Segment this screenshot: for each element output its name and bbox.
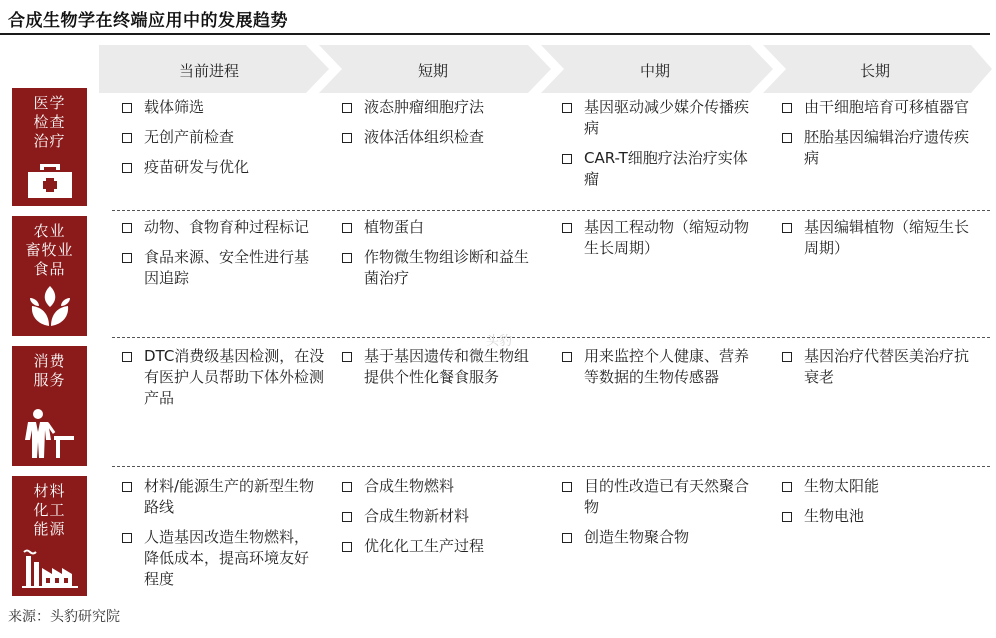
checkbox-icon [562,482,572,492]
checkbox-icon [122,103,132,113]
cell-materials-mid [560,476,760,557]
category-medical [12,88,87,206]
cell-consumer-current [120,346,325,418]
checkbox-icon [562,533,572,543]
list-item: 用来监控个人健康、营养等数据的生物传感器 [560,346,760,388]
plant-sprout-icon [28,284,72,328]
category-label: 材料 化工 能源 [33,482,66,538]
list-item: CAR-T细胞疗法治疗实体瘤 [560,148,760,190]
watermark: 头豹 [486,334,513,349]
cell-materials-long [780,476,980,536]
title-rule [0,33,990,35]
cell-medical-short [340,97,545,157]
checkbox-icon [342,223,352,233]
medical-kit-icon [26,164,74,198]
list-item: 由干细胞培育可移植器官 [780,97,980,118]
list-item: 目的性改造已有天然聚合物 [560,476,760,518]
category-agriculture [12,216,87,336]
list-item: 人造基因改造生物燃料，降低成本，提高环境友好程度 [120,527,322,590]
page-title: 合成生物学在终端应用中的发展趋势 [8,11,288,31]
checkbox-icon [342,512,352,522]
cell-materials-current [120,476,322,599]
checkbox-icon [782,133,792,143]
list-item: 基因驱动减少媒介传播疾病 [560,97,760,139]
cell-medical-current [120,97,325,187]
checkbox-icon [562,223,572,233]
list-item: 基因工程动物（缩短动物生长周期） [560,217,760,259]
source-note: 来源：头豹研究院 [8,609,120,625]
checkbox-icon [562,154,572,164]
phase-label-long: 长期 [859,62,890,80]
list-item: 优化化工生产过程 [340,536,542,557]
list-item: 合成生物燃料 [340,476,542,497]
cell-consumer-long [780,346,980,397]
cell-agriculture-mid [560,217,760,268]
category-label: 医学 检查 治疗 [33,94,66,150]
list-item: 载体筛选 [120,97,325,118]
checkbox-icon [782,512,792,522]
cell-materials-short [340,476,542,566]
phase-header [99,45,992,93]
checkbox-icon [122,482,132,492]
cell-medical-long [780,97,980,178]
cell-consumer-short [340,346,542,397]
list-item: 无创产前检查 [120,127,325,148]
category-materials [12,476,87,596]
cell-agriculture-short [340,217,542,298]
row-separator [112,210,990,211]
cell-agriculture-long [780,217,980,268]
row-separator [112,466,990,467]
list-item: 液态肿瘤细胞疗法 [340,97,545,118]
checkbox-icon [782,482,792,492]
phase-label-mid: 中期 [639,62,670,80]
list-item: 疫苗研发与优化 [120,157,325,178]
checkbox-icon [342,482,352,492]
checkbox-icon [782,223,792,233]
row-separator [112,337,990,338]
checkbox-icon [122,352,132,362]
factory-icon [22,548,78,588]
list-item: 植物蛋白 [340,217,542,238]
list-item: 基于基因遗传和微生物组提供个性化餐食服务 [340,346,542,388]
checkbox-icon [342,542,352,552]
list-item: 胚胎基因编辑治疗遗传疾病 [780,127,980,169]
list-item: 基因治疗代替医美治疗抗衰老 [780,346,980,388]
list-item: 动物、食物育种过程标记 [120,217,322,238]
checkbox-icon [342,103,352,113]
checkbox-icon [782,103,792,113]
list-item: 合成生物新材料 [340,506,542,527]
list-item: 食品来源、安全性进行基因追踪 [120,247,322,289]
checkbox-icon [562,352,572,362]
category-consumer [12,346,87,466]
list-item: 创造生物聚合物 [560,527,760,548]
checkbox-icon [122,133,132,143]
checkbox-icon [342,352,352,362]
checkbox-icon [122,223,132,233]
cell-consumer-mid [560,346,760,397]
checkbox-icon [122,253,132,263]
list-item: 生物电池 [780,506,980,527]
category-label: 农业 畜牧业 食品 [25,222,74,278]
checkbox-icon [782,352,792,362]
phase-label-short: 短期 [417,62,448,80]
checkbox-icon [562,103,572,113]
phase-label-current: 当前进程 [178,62,239,80]
cell-agriculture-current [120,217,322,298]
checkbox-icon [342,253,352,263]
list-item: DTC消费级基因检测，在没有医护人员帮助下体外检测产品 [120,346,325,409]
checkbox-icon [342,133,352,143]
checkbox-icon [122,163,132,173]
service-person-icon [24,408,76,458]
list-item: 作物微生物组诊断和益生菌治疗 [340,247,542,289]
checkbox-icon [122,533,132,543]
list-item: 生物太阳能 [780,476,980,497]
list-item: 基因编辑植物（缩短生长周期） [780,217,980,259]
category-label: 消费 服务 [33,352,66,389]
cell-medical-mid [560,97,760,199]
list-item: 液体活体组织检查 [340,127,545,148]
list-item: 材料/能源生产的新型生物路线 [120,476,322,518]
